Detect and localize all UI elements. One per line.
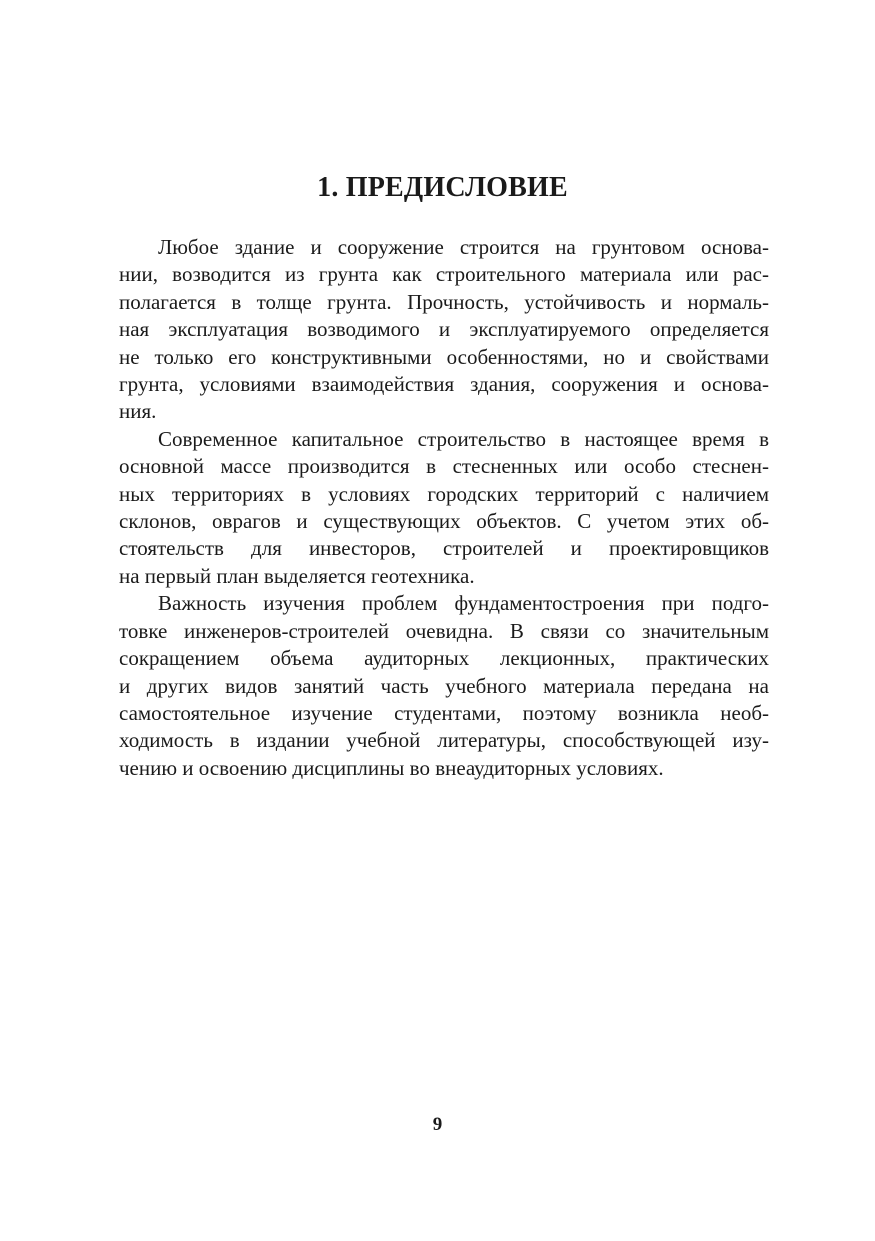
text-line: ная эксплуатация возводимого и эксплуатируемого определяется (119, 317, 769, 342)
text-line: ния. (119, 399, 157, 424)
text-line: нии, возводится из грунта как строительного материала или рас- (119, 262, 769, 287)
text-line: чению и освоению дисциплины во внеаудиторных условиях. (119, 755, 664, 780)
paragraph-1 (119, 234, 769, 426)
text-line: на первый план выделяется геотехника. (119, 563, 475, 588)
paragraph-3 (119, 590, 769, 782)
text-line: самостоятельное изучение студентами, поэтому возникла необ- (119, 700, 769, 725)
text-line: стоятельств для инвесторов, строителей и проектировщиков (119, 536, 769, 561)
text-line: основной массе производится в стесненных или особо стеснен- (119, 454, 769, 479)
text-line: склонов, оврагов и существующих объектов. С учетом этих об- (119, 509, 769, 534)
body-text (119, 234, 769, 782)
text-line: ных территориях в условиях городских территорий с наличием (119, 481, 769, 506)
text-line: и других видов занятий часть учебного материала передана на (119, 673, 769, 698)
page-title: 1. ПРЕДИСЛОВИЕ (317, 172, 568, 203)
text-line: полагается в толще грунта. Прочность, устойчивость и нормаль- (119, 289, 769, 314)
paragraph-2 (119, 426, 769, 590)
page-number: 9 (432, 1114, 443, 1135)
text-line: ходимость в издании учебной литературы, способствующей изу- (119, 728, 769, 753)
text-line: не только его конструктивными особенностями, но и свойствами (119, 344, 769, 369)
text-line: сокращением объема аудиторных лекционных, практических (119, 646, 769, 671)
text-line: грунта, условиями взаимодействия здания, сооружения и основа- (119, 372, 769, 397)
text-line: товке инженеров-строителей очевидна. В связи со значительным (119, 618, 769, 643)
text-line: Любое здание и сооружение строится на грунтовом основа- (158, 235, 769, 259)
text-line: Важность изучения проблем фундаментостроения при подго- (158, 591, 769, 616)
text-line: Современное капитальное строительство в настоящее время в (158, 426, 769, 451)
